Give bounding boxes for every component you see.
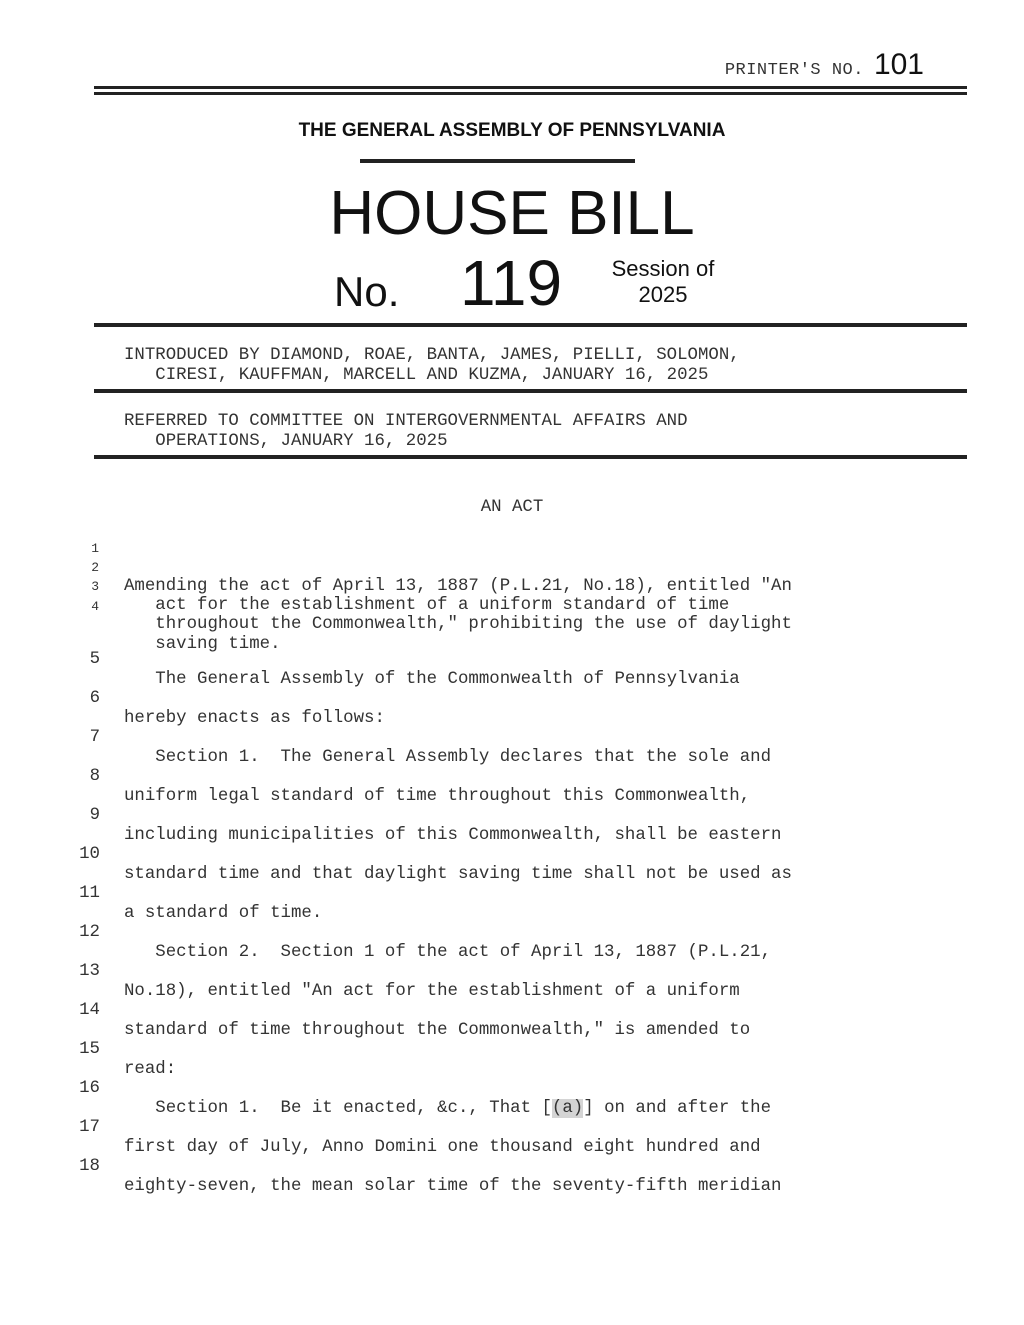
line-text: standard time and that daylight saving time shall not be used as: [124, 865, 792, 884]
header-double-rule: [94, 86, 967, 95]
bill-type: HOUSE BILL: [329, 179, 695, 248]
bill-number: 119: [460, 247, 563, 319]
assembly-underline: [360, 159, 635, 163]
line-number: 9: [89, 806, 100, 825]
line-number: 10: [79, 845, 100, 864]
line-text-after: ] on and after the: [583, 1099, 772, 1118]
session-block: [603, 256, 723, 308]
line-number: 18: [79, 1157, 100, 1176]
session-label: Session of: [611, 256, 715, 281]
line-number: 14: [79, 1001, 100, 1020]
line-text: including municipalities of this Commonwealth, shall be eastern: [124, 826, 782, 845]
line-number: 16: [79, 1079, 100, 1098]
act-heading: AN ACT: [480, 498, 544, 517]
referred-line-1: REFERRED TO COMMITTEE ON INTERGOVERNMENTAL AFFAIRS AND: [124, 412, 688, 431]
line-text: act for the establishment of a uniform standard of time: [124, 596, 730, 615]
rule-below-referred: [94, 455, 967, 459]
line-number: 5: [89, 650, 100, 669]
line-number: 1: [91, 541, 99, 556]
printer-number: 101: [873, 48, 924, 81]
line-text: Amending the act of April 13, 1887 (P.L.21, No.18), entitled "An: [124, 577, 792, 596]
line-number: 2: [91, 560, 99, 575]
printer-number-block: [725, 48, 924, 82]
line-number: 13: [79, 962, 100, 981]
line-text: saving time.: [124, 635, 281, 654]
rule-above-introduced: [94, 323, 967, 327]
rule-above-referred: [94, 389, 967, 393]
line-number: 3: [91, 579, 99, 594]
introduced-by: [124, 346, 740, 386]
line-number: 17: [79, 1118, 100, 1137]
line-text: The General Assembly of the Commonwealth of Pennsylvania: [124, 670, 740, 689]
highlighted-deletion: (a): [551, 1099, 584, 1118]
line-text: Section 1. The General Assembly declares that the sole and: [124, 748, 772, 767]
line-text: Section 2. Section 1 of the act of April 13, 1887 (P.L.21,: [124, 943, 772, 962]
line-text: [124, 1099, 771, 1119]
line-text: No.18), entitled "An act for the establishment of a uniform: [124, 982, 740, 1001]
line-text: read:: [124, 1060, 177, 1079]
line-text: standard of time throughout the Commonwealth," is amended to: [124, 1021, 751, 1040]
line-text: hereby enacts as follows:: [124, 709, 385, 728]
line-text: throughout the Commonwealth," prohibiting the use of daylight: [124, 615, 792, 634]
line-number: 6: [89, 689, 100, 708]
line-text: eighty-seven, the mean solar time of the seventy-fifth meridian: [124, 1177, 782, 1196]
line-number: 4: [91, 599, 99, 614]
assembly-title: THE GENERAL ASSEMBLY OF PENNSYLVANIA: [298, 120, 726, 141]
referred-to: [124, 412, 688, 452]
line-text: a standard of time.: [124, 904, 323, 923]
referred-line-2: OPERATIONS, JANUARY 16, 2025: [124, 432, 448, 451]
line-text: uniform legal standard of time throughout this Commonwealth,: [124, 787, 751, 806]
line-text-before: Section 1. Be it enacted, &c., That [: [124, 1099, 552, 1118]
bill-number-label: No.: [334, 268, 400, 315]
introduced-line-1: INTRODUCED BY DIAMOND, ROAE, BANTA, JAMES, PIELLI, SOLOMON,: [124, 346, 740, 365]
line-number: 8: [89, 767, 100, 786]
line-number: 12: [79, 923, 100, 942]
line-number: 7: [89, 728, 100, 747]
introduced-line-2: CIRESI, KAUFFMAN, MARCELL AND KUZMA, JANUARY 16, 2025: [124, 366, 709, 385]
printer-label: PRINTER'S NO.: [724, 61, 864, 80]
line-number: 11: [79, 884, 100, 903]
session-year: 2025: [638, 282, 688, 307]
line-text: first day of July, Anno Domini one thousand eight hundred and: [124, 1138, 761, 1157]
line-number: 15: [79, 1040, 100, 1059]
